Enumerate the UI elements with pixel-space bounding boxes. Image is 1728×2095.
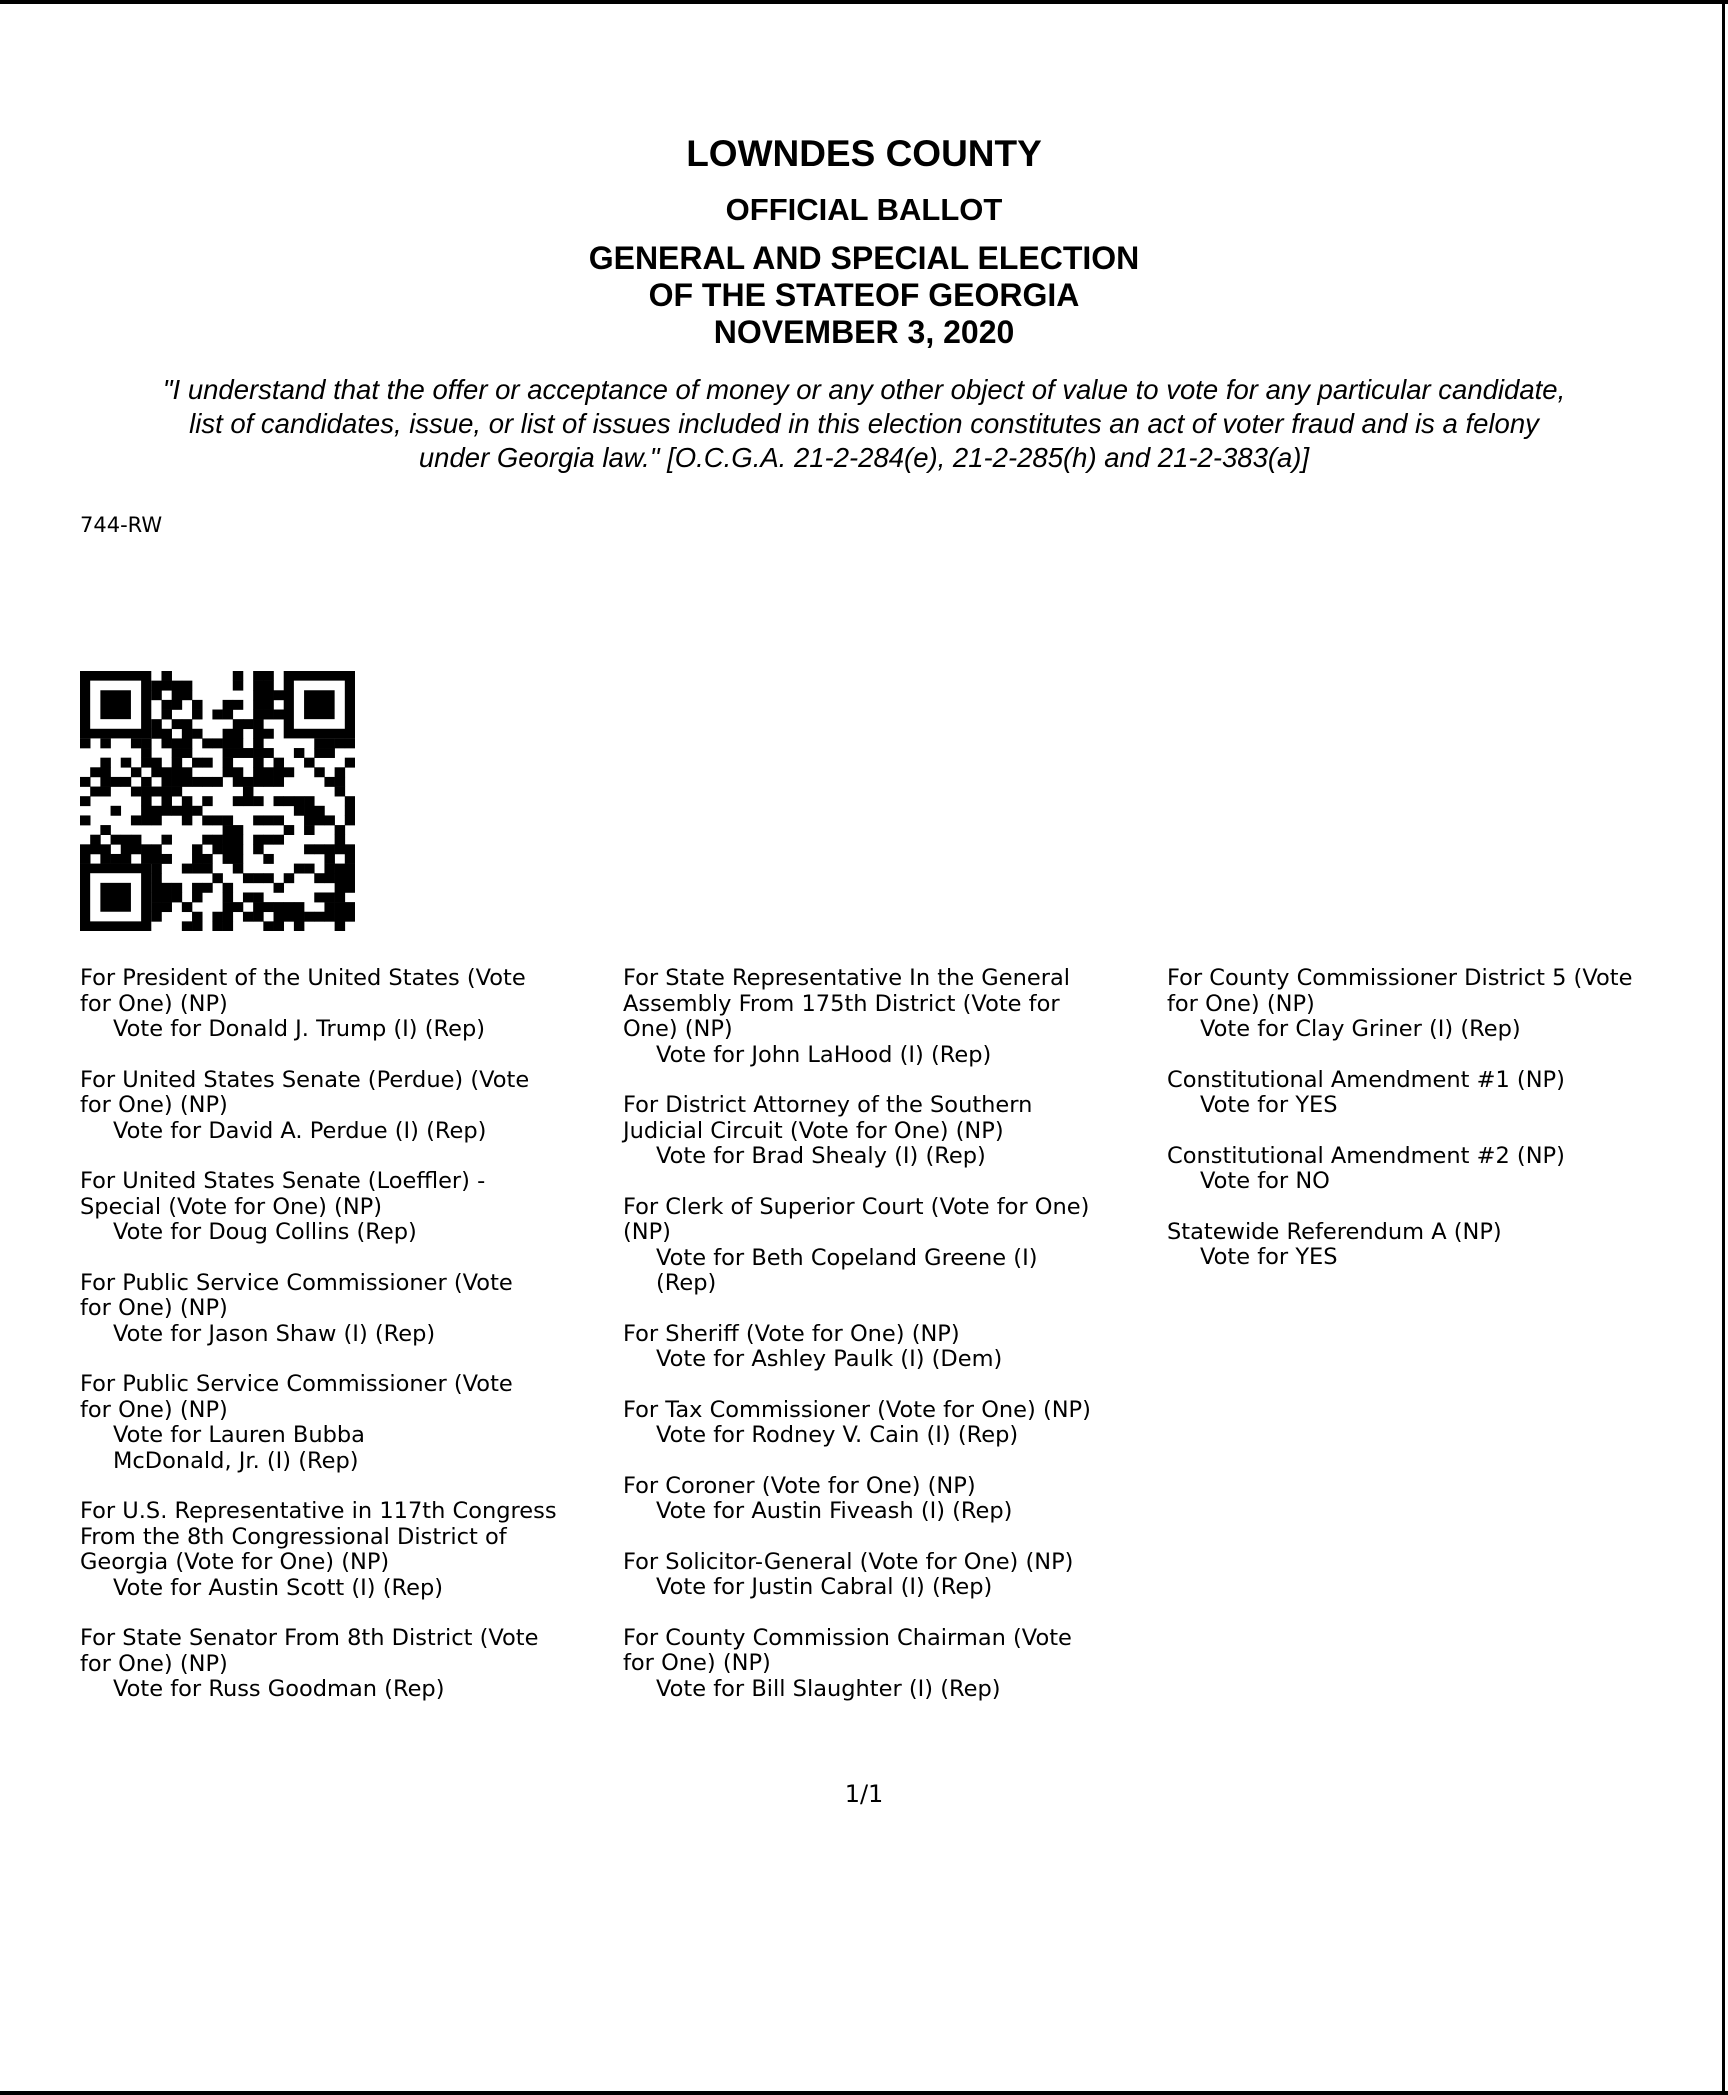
race-item [80, 1068, 640, 1145]
race-title: For County Commission Chairman (Vote for One) (NP) [623, 1624, 1072, 1676]
page-number: 1/1 [844, 1780, 884, 1808]
ballot-style-code: 744-RW [80, 513, 163, 537]
ballot-header [0, 128, 1728, 351]
page-border-top [0, 0, 1728, 4]
race-item [1167, 1220, 1723, 1271]
race-title: Statewide Referendum A (NP) [1167, 1218, 1502, 1245]
race-item [80, 966, 640, 1043]
race-title: For United States Senate (Perdue) (Vote for One) (NP) [80, 1066, 530, 1118]
race-title: For Tax Commissioner (Vote for One) (NP) [623, 1396, 1091, 1423]
race-item [80, 1626, 640, 1703]
race-selection: Vote for Donald J. Trump (I) (Rep) [113, 1016, 486, 1042]
race-selection: Vote for Austin Fiveash (I) (Rep) [656, 1498, 1013, 1524]
election-title-line1: GENERAL AND SPECIAL ELECTION [588, 240, 1140, 276]
race-selection: Vote for Bill Slaughter (I) (Rep) [656, 1675, 1001, 1702]
race-selection: Vote for Clay Griner (I) (Rep) [1200, 1016, 1521, 1042]
race-item [1167, 966, 1723, 1043]
race-selection: Vote for Beth Copeland Greene (I) (Rep) [656, 1244, 1038, 1296]
race-selection: Vote for Brad Shealy (I) (Rep) [656, 1143, 986, 1169]
qr-code [80, 671, 355, 931]
race-title: For State Representative In the General Assembly From 175th District (Vote for One) (NP) [623, 965, 1070, 1042]
race-selection: Vote for Jason Shaw (I) (Rep) [113, 1320, 436, 1347]
race-selection: Vote for NO [1200, 1168, 1330, 1194]
race-selection: Vote for Ashley Paulk (I) (Dem) [656, 1346, 1003, 1372]
race-item [623, 1626, 1183, 1703]
race-selection: Vote for Rodney V. Cain (I) (Rep) [656, 1422, 1019, 1448]
race-item [80, 1499, 640, 1601]
races-column-2 [623, 966, 1183, 1727]
races-column-1 [80, 966, 640, 1728]
race-title: For Solicitor-General (Vote for One) (NP) [623, 1548, 1074, 1575]
race-selection: Vote for David A. Perdue (I) (Rep) [113, 1117, 487, 1144]
race-selection: Vote for Justin Cabral (I) (Rep) [656, 1574, 993, 1600]
race-item [1167, 1068, 1723, 1119]
race-title: For Public Service Commissioner (Vote for One) (NP) [80, 1371, 513, 1423]
race-title: For County Commissioner District 5 (Vote for One) (NP) [1167, 966, 1633, 1017]
race-title: For District Attorney of the Southern Judicial Circuit (Vote for One) (NP) [623, 1092, 1033, 1144]
race-item [1167, 1144, 1723, 1195]
race-selection: Vote for Austin Scott (I) (Rep) [113, 1574, 444, 1601]
election-title [0, 240, 1728, 351]
race-title: For Clerk of Superior Court (Vote for One) (NP) [623, 1193, 1090, 1245]
race-item [623, 966, 1183, 1068]
race-item [623, 1398, 1183, 1449]
page-border-bottom [0, 2091, 1728, 2095]
notice-line3: under Georgia law." [O.C.G.A. 21-2-284(e), 21-2-285(h) and 21-2-383(a)] [418, 442, 1310, 473]
race-selection: Vote for YES [1200, 1092, 1338, 1118]
race-title: For President of the United States (Vote for One) (NP) [80, 965, 526, 1017]
race-title: For State Senator From 8th District (Vote for One) (NP) [80, 1625, 539, 1677]
race-item [80, 1271, 640, 1348]
race-item [623, 1093, 1183, 1170]
voter-fraud-notice [60, 373, 1668, 475]
race-title: Constitutional Amendment #2 (NP) [1167, 1142, 1565, 1169]
race-title: For United States Senate (Loeffler) - Special (Vote for One) (NP) [80, 1168, 486, 1220]
race-item [623, 1550, 1183, 1601]
notice-line2: list of candidates, issue, or list of issues included in this election constitutes an act of voter fraud and is a felony [189, 408, 1539, 439]
race-item [80, 1169, 640, 1246]
ballot-subtitle: OFFICIAL BALLOT [725, 192, 1003, 227]
race-selection: Vote for John LaHood (I) (Rep) [656, 1041, 992, 1068]
race-selection: Vote for Russ Goodman (Rep) [113, 1676, 445, 1702]
race-title: Constitutional Amendment #1 (NP) [1167, 1066, 1565, 1093]
races-column-3 [1167, 966, 1723, 1296]
race-title: For U.S. Representative in 117th Congress From the 8th Congressional District of Georgia (Vote for One) (NP) [80, 1498, 557, 1575]
election-date: NOVEMBER 3, 2020 [713, 314, 1015, 350]
race-selection: Vote for Lauren Bubba McDonald, Jr. (I) (Rep) [113, 1422, 365, 1474]
race-item [623, 1195, 1183, 1297]
race-item [80, 1372, 640, 1474]
race-title: For Public Service Commissioner (Vote for One) (NP) [80, 1269, 513, 1321]
race-selection: Vote for YES [1200, 1244, 1338, 1270]
race-selection: Vote for Doug Collins (Rep) [113, 1219, 417, 1245]
election-title-line2: OF THE STATEOF GEORGIA [648, 277, 1080, 313]
race-item [623, 1474, 1183, 1525]
notice-line1: "I understand that the offer or acceptance of money or any other object of value to vote for any particular candidate, [162, 374, 1566, 405]
race-title: For Coroner (Vote for One) (NP) [623, 1472, 976, 1499]
county-title: LOWNDES COUNTY [686, 133, 1042, 174]
race-title: For Sheriff (Vote for One) (NP) [623, 1320, 960, 1347]
race-item [623, 1322, 1183, 1373]
